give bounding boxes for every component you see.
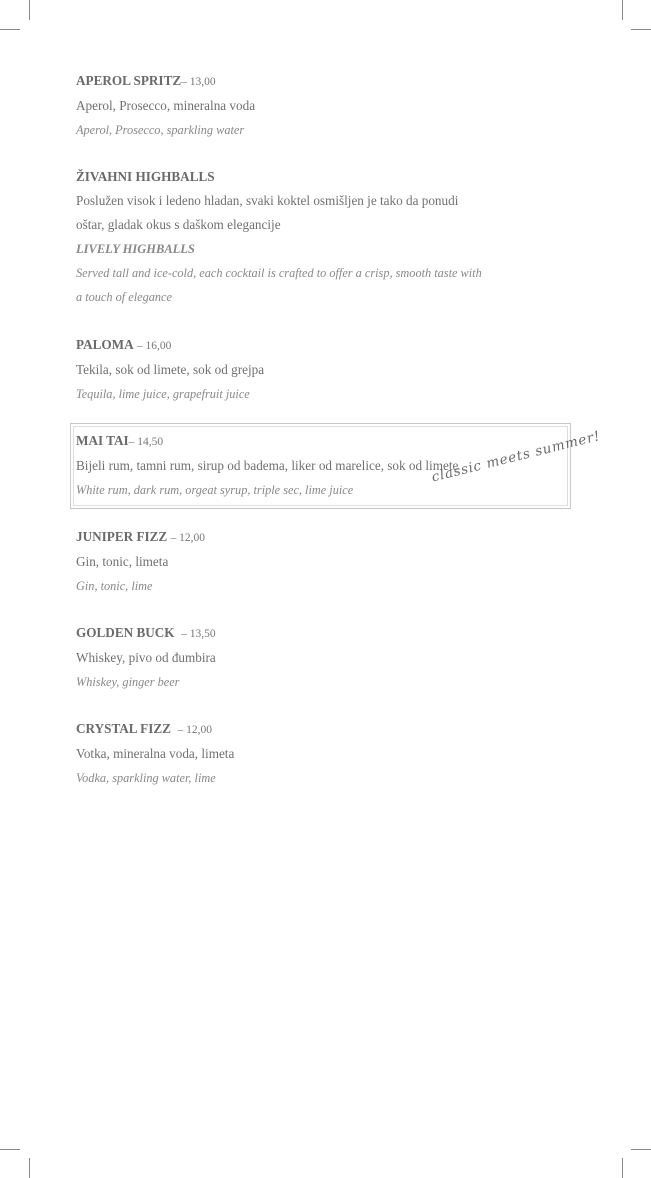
crop-mark-top-right-horizontal (631, 29, 651, 30)
crop-mark-top-left-vertical (29, 0, 30, 20)
item-name: PALOMA (76, 337, 134, 352)
item-name: JUNIPER FIZZ (76, 529, 168, 544)
section-desc-en-line2: a touch of elegance (76, 290, 172, 304)
item-name: GOLDEN BUCK (76, 625, 175, 640)
crop-mark-bottom-left-horizontal (0, 1149, 20, 1150)
item-heading (76, 429, 546, 454)
menu-item-juniper-fizz (76, 525, 546, 598)
item-ingredients-en: Tequila, lime juice, grapefruit juice (76, 387, 250, 401)
section-desc-hr-line2: oštar, gladak okus s daškom elegancije (76, 217, 281, 232)
crop-mark-bottom-right-vertical (622, 1158, 623, 1178)
crop-mark-top-left-horizontal (0, 29, 20, 30)
item-name: CRYSTAL FIZZ (76, 721, 171, 736)
item-price: – 12,00 (170, 532, 206, 544)
featured-stamp-text: classic meets summer! (430, 428, 603, 486)
item-ingredients-hr: Votka, mineralna voda, limeta (76, 746, 235, 761)
section-highballs (76, 165, 546, 309)
crop-mark-bottom-right-horizontal (631, 1149, 651, 1150)
item-price: – 16,00 (136, 340, 172, 352)
item-ingredients-en: Whiskey, ginger beer (76, 675, 180, 689)
item-name: MAI TAI (76, 433, 129, 448)
menu-item-paloma (76, 333, 546, 406)
menu-item-aperol-spritz (76, 69, 546, 142)
item-name: APEROL SPRITZ (76, 73, 182, 88)
section-title-en: LIVELY HIGHBALLS (76, 242, 195, 256)
item-price: – 13,00 (181, 76, 216, 88)
item-ingredients-en: Vodka, sparkling water, lime (76, 771, 216, 785)
section-desc-en-line1: Served tall and ice-cold, each cocktail is crafted to offer a crisp, smooth taste with (76, 266, 482, 280)
menu-item-crystal-fizz (76, 717, 546, 790)
item-heading (76, 333, 546, 358)
item-price: – 12,00 (177, 724, 213, 736)
item-price: – 14,50 (128, 436, 164, 448)
item-ingredients-hr: Aperol, Prosecco, mineralna voda (76, 98, 256, 113)
item-heading (76, 717, 546, 742)
item-ingredients-en: Gin, tonic, lime (76, 579, 153, 593)
item-ingredients-hr: Gin, tonic, limeta (76, 554, 169, 569)
item-heading (76, 69, 546, 94)
section-title-hr: ŽIVAHNI HIGHBALLS (76, 169, 215, 184)
item-ingredients-en: White rum, dark rum, orgeat syrup, triple sec, lime juice (76, 483, 354, 497)
item-ingredients-hr: Whiskey, pivo od đumbira (76, 650, 216, 665)
item-ingredients-hr: Tekila, sok od limete, sok od grejpa (76, 362, 265, 377)
crop-mark-bottom-left-vertical (29, 1158, 30, 1178)
crop-mark-top-right-vertical (622, 0, 623, 20)
section-desc-hr-line1: Poslužen visok i ledeno hladan, svaki koktel osmišljen je tako da ponudi (76, 193, 459, 208)
item-ingredients-hr: Bijeli rum, tamni rum, sirup od badema, liker od marelice, sok od limete (76, 458, 459, 473)
item-heading (76, 525, 546, 550)
item-heading (76, 621, 546, 646)
menu-item-golden-buck (76, 621, 546, 694)
item-price: – 13,50 (181, 628, 216, 640)
item-ingredients-en: Aperol, Prosecco, sparkling water (76, 123, 245, 137)
